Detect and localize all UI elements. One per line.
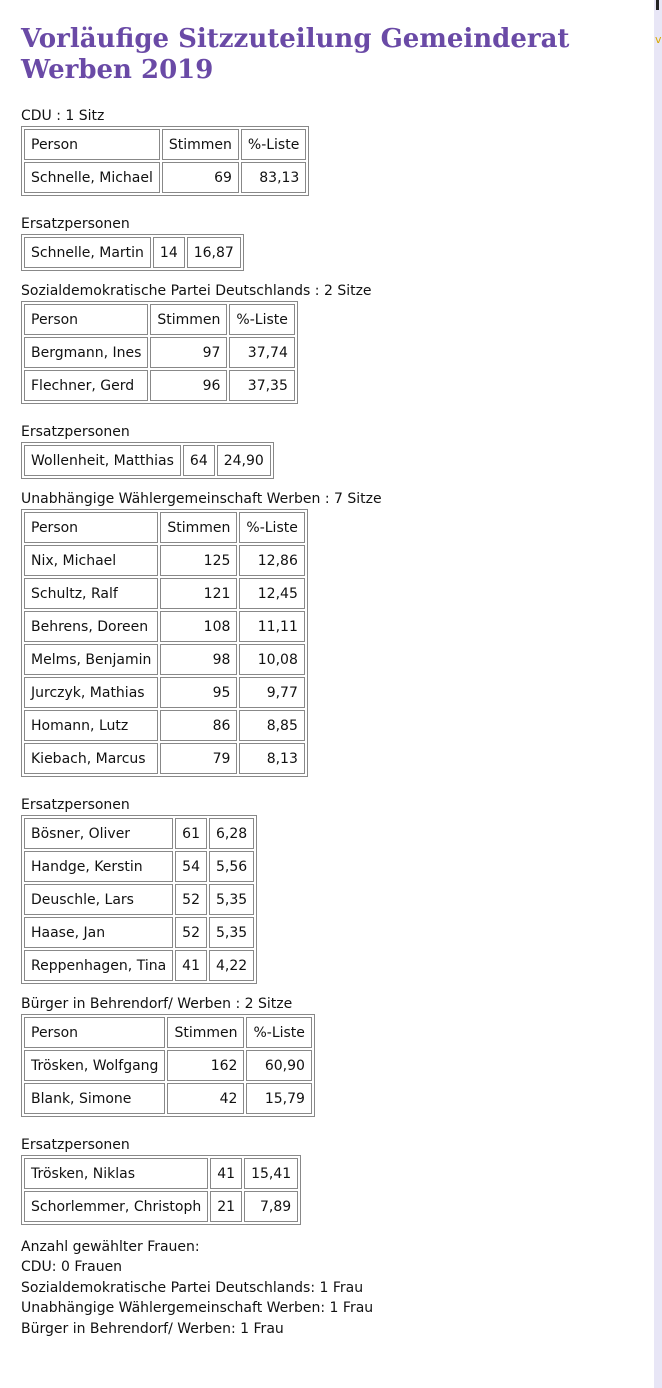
header-votes: Stimmen — [160, 512, 237, 543]
party-heading: Bürger in Behrendorf/ Werben : 2 Sitze — [21, 996, 293, 1012]
party-heading: CDU : 1 Sitz — [21, 108, 105, 124]
votes: 69 — [162, 162, 239, 193]
header-votes: Stimmen — [150, 304, 227, 335]
table-row — [24, 162, 306, 193]
table-row — [24, 1191, 298, 1222]
list-percent: 24,90 — [217, 445, 271, 476]
votes: 52 — [175, 917, 207, 948]
person-name: Kiebach, Marcus — [24, 743, 158, 774]
votes: 98 — [160, 644, 237, 675]
seats-table — [21, 126, 309, 196]
seats-table — [21, 509, 308, 777]
votes: 64 — [183, 445, 215, 476]
person-name: Homann, Lutz — [24, 710, 158, 741]
header-percent: %-Liste — [239, 512, 304, 543]
page-content — [21, 24, 641, 1339]
table-row — [24, 644, 305, 675]
header-votes: Stimmen — [167, 1017, 244, 1048]
header-person: Person — [24, 129, 160, 160]
header-percent: %-Liste — [241, 129, 306, 160]
header-person: Person — [24, 304, 148, 335]
votes: 79 — [160, 743, 237, 774]
person-name: Trösken, Wolfgang — [24, 1050, 165, 1081]
party-section — [21, 281, 641, 479]
header-votes: Stimmen — [162, 129, 239, 160]
party-heading: Unabhängige Wählergemeinschaft Werben : 7 Sitze — [21, 491, 382, 507]
person-name: Trösken, Niklas — [24, 1158, 208, 1189]
table-row — [24, 1083, 312, 1114]
list-percent: 12,45 — [239, 578, 304, 609]
votes: 21 — [210, 1191, 242, 1222]
substitutes-table — [21, 442, 274, 479]
party-heading: Sozialdemokratische Partei Deutschlands : 2 Sitze — [21, 283, 372, 299]
person-name: Bösner, Oliver — [24, 818, 173, 849]
list-percent: 5,35 — [209, 884, 254, 915]
women-line: Bürger in Behrendorf/ Werben: 1 Frau — [21, 1320, 284, 1337]
spacer — [21, 1127, 641, 1135]
seats-table — [21, 301, 298, 404]
person-name: Wollenheit, Matthias — [24, 445, 181, 476]
substitutes-heading: Ersatzpersonen — [21, 424, 130, 440]
table-row — [24, 743, 305, 774]
list-percent: 8,85 — [239, 710, 304, 741]
substitutes-table — [21, 815, 257, 984]
person-name: Nix, Michael — [24, 545, 158, 576]
list-percent: 7,89 — [244, 1191, 298, 1222]
person-name: Handge, Kerstin — [24, 851, 173, 882]
party-section — [21, 489, 641, 984]
votes: 41 — [210, 1158, 242, 1189]
list-percent: 16,87 — [187, 237, 241, 268]
votes: 95 — [160, 677, 237, 708]
table-row — [24, 710, 305, 741]
table-row — [24, 851, 254, 882]
person-name: Haase, Jan — [24, 917, 173, 948]
women-line: Unabhängige Wählergemeinschaft Werben: 1 Frau — [21, 1300, 374, 1317]
substitutes-heading: Ersatzpersonen — [21, 216, 130, 232]
votes: 41 — [175, 950, 207, 981]
table-row — [24, 611, 305, 642]
person-name: Melms, Benjamin — [24, 644, 158, 675]
list-percent: 15,41 — [244, 1158, 298, 1189]
list-percent: 12,86 — [239, 545, 304, 576]
list-percent: 4,22 — [209, 950, 254, 981]
person-name: Schultz, Ralf — [24, 578, 158, 609]
table-row — [24, 445, 271, 476]
table-row — [24, 1158, 298, 1189]
substitutes-heading: Ersatzpersonen — [21, 797, 130, 813]
votes: 125 — [160, 545, 237, 576]
table-row — [24, 677, 305, 708]
women-line: Sozialdemokratische Partei Deutschlands: 1 Frau — [21, 1279, 364, 1296]
person-name: Flechner, Gerd — [24, 370, 148, 401]
header-percent: %-Liste — [246, 1017, 311, 1048]
page-title: Vorläufige Sitzzuteilung Gemeinderat Werben 2019 — [21, 24, 570, 85]
list-percent: 8,13 — [239, 743, 304, 774]
scrollbar-edge — [654, 0, 662, 1388]
party-section — [21, 994, 641, 1225]
votes: 86 — [160, 710, 237, 741]
list-percent: 60,90 — [246, 1050, 311, 1081]
table-row — [24, 370, 295, 401]
person-name: Schorlemmer, Christoph — [24, 1191, 208, 1222]
table-row — [24, 884, 254, 915]
person-name: Reppenhagen, Tina — [24, 950, 173, 981]
women-line: CDU: 0 Frauen — [21, 1259, 123, 1276]
table-header-row — [24, 304, 295, 335]
votes: 162 — [167, 1050, 244, 1081]
table-row — [24, 917, 254, 948]
votes: 97 — [150, 337, 227, 368]
person-name: Jurczyk, Mathias — [24, 677, 158, 708]
list-percent: 11,11 — [239, 611, 304, 642]
seats-table — [21, 1014, 315, 1117]
table-header-row — [24, 512, 305, 543]
table-row — [24, 545, 305, 576]
substitutes-heading: Ersatzpersonen — [21, 1137, 130, 1153]
table-header-row — [24, 1017, 312, 1048]
votes: 14 — [153, 237, 185, 268]
person-name: Behrens, Doreen — [24, 611, 158, 642]
votes: 54 — [175, 851, 207, 882]
table-row — [24, 337, 295, 368]
votes: 42 — [167, 1083, 244, 1114]
person-name: Schnelle, Martin — [24, 237, 151, 268]
edge-mark — [656, 0, 659, 10]
spacer — [21, 414, 641, 422]
substitutes-table — [21, 234, 244, 271]
votes: 96 — [150, 370, 227, 401]
list-percent: 9,77 — [239, 677, 304, 708]
women-heading: Anzahl gewählter Frauen: — [21, 1239, 200, 1255]
person-name: Deuschle, Lars — [24, 884, 173, 915]
list-percent: 5,35 — [209, 917, 254, 948]
substitutes-table — [21, 1155, 301, 1225]
table-row — [24, 1050, 312, 1081]
party-list — [21, 106, 641, 1225]
list-percent: 83,13 — [241, 162, 306, 193]
party-section — [21, 106, 641, 271]
table-row — [24, 950, 254, 981]
votes: 121 — [160, 578, 237, 609]
table-row — [24, 237, 241, 268]
votes: 108 — [160, 611, 237, 642]
table-row — [24, 578, 305, 609]
edge-chevron-icon: v — [655, 33, 662, 46]
votes: 61 — [175, 818, 207, 849]
person-name: Blank, Simone — [24, 1083, 165, 1114]
table-row — [24, 818, 254, 849]
person-name: Bergmann, Ines — [24, 337, 148, 368]
header-person: Person — [24, 1017, 165, 1048]
list-percent: 5,56 — [209, 851, 254, 882]
votes: 52 — [175, 884, 207, 915]
list-percent: 10,08 — [239, 644, 304, 675]
spacer — [21, 206, 641, 214]
list-percent: 37,74 — [229, 337, 294, 368]
list-percent: 15,79 — [246, 1083, 311, 1114]
table-header-row — [24, 129, 306, 160]
list-percent: 37,35 — [229, 370, 294, 401]
header-person: Person — [24, 512, 158, 543]
women-summary — [21, 1237, 641, 1339]
spacer — [21, 787, 641, 795]
list-percent: 6,28 — [209, 818, 254, 849]
header-percent: %-Liste — [229, 304, 294, 335]
person-name: Schnelle, Michael — [24, 162, 160, 193]
